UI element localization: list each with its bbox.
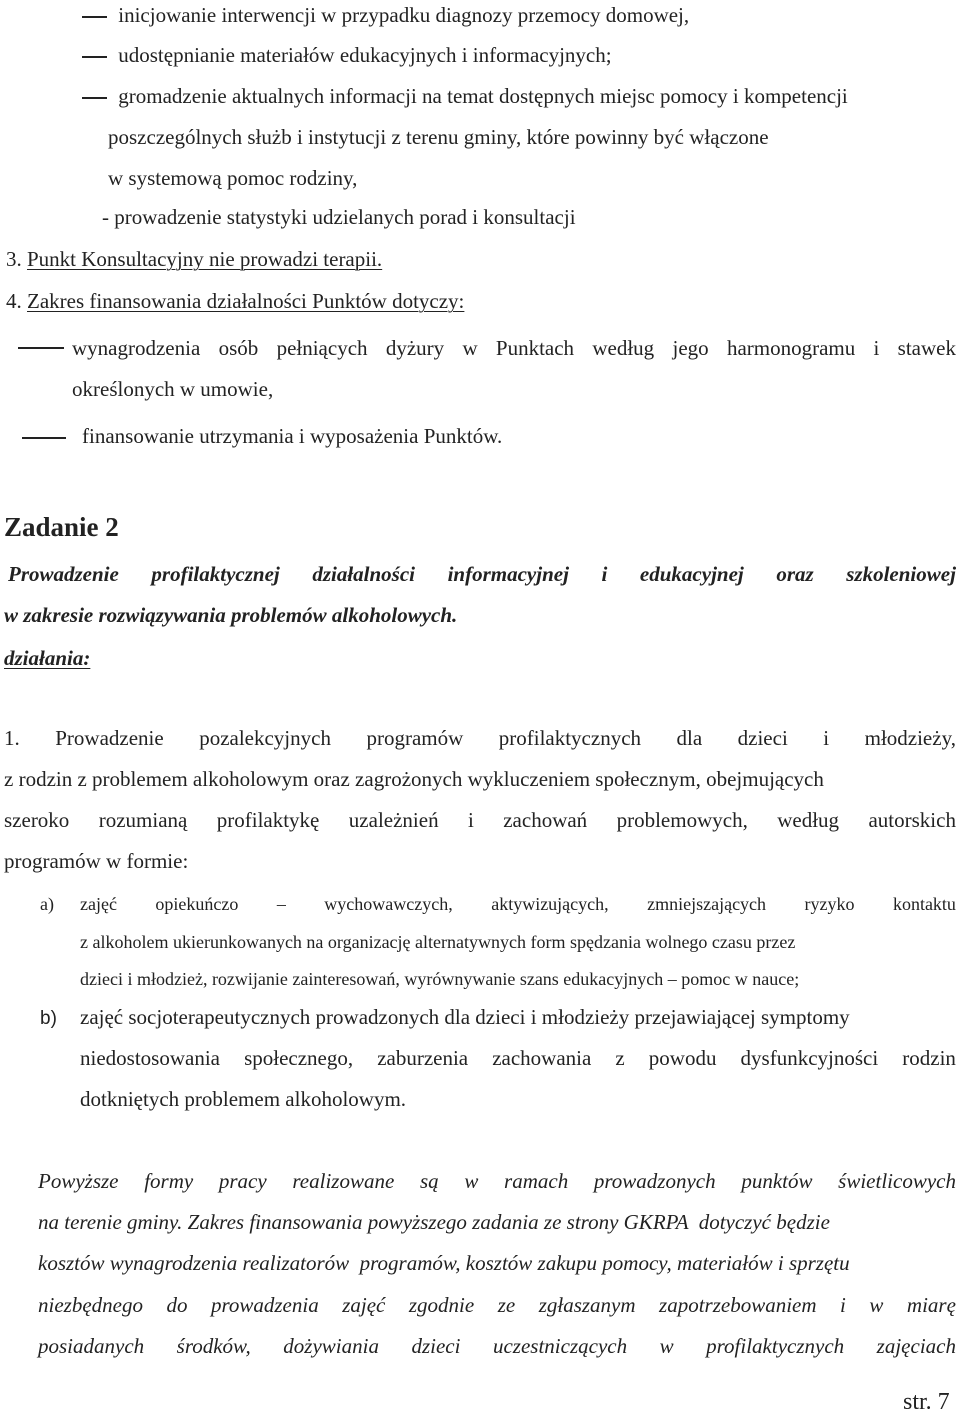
list-item-continuation: określonych w umowie, [72,377,274,401]
paragraph-line: na terenie gminy. Zakres finansowania powyższego zadania ze strony GKRPA dotyczyć będzie [38,1210,830,1234]
sub-item-line: zajęć opiekuńczo – wychowawczych, aktywizujących, zmniejszających ryzyko kontaktu [80,894,956,914]
list-item: wynagrodzenia osób pełniących dyżury w Punktach według jego harmonogramu i stawek [18,335,956,361]
list-item-continuation: w systemową pomoc rodziny, [108,166,358,190]
dash-bullet [82,56,107,58]
section-subtitle: Prowadzenie profilaktycznej działalności informacyjnej i edukacyjnej oraz szkoleniowej [8,562,956,586]
dash-bullet [18,347,64,349]
paragraph-line: programów w formie: [4,849,189,873]
dash-bullet [82,16,107,18]
list-item: finansowanie utrzymania i wyposażenia Punktów. [22,423,502,449]
numbered-item-4: 4. Zakres finansowania działalności Punktów dotyczy: [6,289,465,313]
sub-item-line: dzieci i młodzież, rozwijanie zainteresowań, wyrównywanie szans edukacyjnych – pomoc w nauce; [80,969,800,989]
paragraph-line: szeroko rozumianą profilaktykę uzależnień i zachowań problemowych, według autorskich [4,808,956,832]
sub-item-line: niedostosowania społecznego, zaburzenia zachowania z powodu dysfunkcyjności rodzin [80,1046,956,1070]
list-item-continuation: poszczególnych służb i instytucji z terenu gminy, które powinny być włączone [108,125,769,149]
dash-bullet [82,97,107,99]
list-item: udostępnianie materiałów edukacyjnych i informacyjnych; [82,42,612,68]
paragraph-line: niezbędnego do prowadzenia zajęć zgodnie ze zgłaszanym zapotrzebowaniem i w miarę [38,1293,956,1317]
paragraph-line: posiadanych środków, dożywiania dzieci uczestniczących w profilaktycznych zajęciach [38,1334,956,1358]
section-heading: Zadanie 2 [4,512,119,542]
sub-item-label: b) [40,1008,57,1029]
section-subtitle-continuation: w zakresie rozwiązywania problemów alkoholowych. [4,603,458,627]
paragraph-line: Powyższe formy pracy realizowane są w ramach prowadzonych punktów świetlicowych [38,1169,956,1193]
dash-bullet [22,437,66,439]
sub-item-line: dotkniętych problemem alkoholowym. [80,1087,407,1111]
page-number: str. 7 [903,1389,950,1415]
paragraph-line: kosztów wynagrodzenia realizatorów programów, kosztów zakupu pomocy, materiałów i sprzętu [38,1251,850,1275]
list-item: - prowadzenie statystyki udzielanych porad i konsultacji [102,205,576,229]
dzialania-label: działania: [4,646,91,670]
paragraph-line: z rodzin z problemem alkoholowym oraz zagrożonych wykluczeniem społecznym, obejmujących [4,767,824,791]
sub-item-line: zajęć socjoterapeutycznych prowadzonych dla dzieci i młodzieży przejawiającej symptomy [80,1005,850,1029]
sub-item-label: a) [40,894,54,914]
list-item: gromadzenie aktualnych informacji na temat dostępnych miejsc pomocy i kompetencji [82,83,848,109]
paragraph-line: 1. Prowadzenie pozalekcyjnych programów profilaktycznych dla dzieci i młodzieży, [4,726,956,750]
numbered-item-3: 3. Punkt Konsultacyjny nie prowadzi terapii. [6,247,383,271]
list-item: inicjowanie interwencji w przypadku diagnozy przemocy domowej, [82,2,689,28]
sub-item-line: z alkoholem ukierunkowanych na organizację alternatywnych form spędzania wolnego czasu przez [80,932,796,952]
